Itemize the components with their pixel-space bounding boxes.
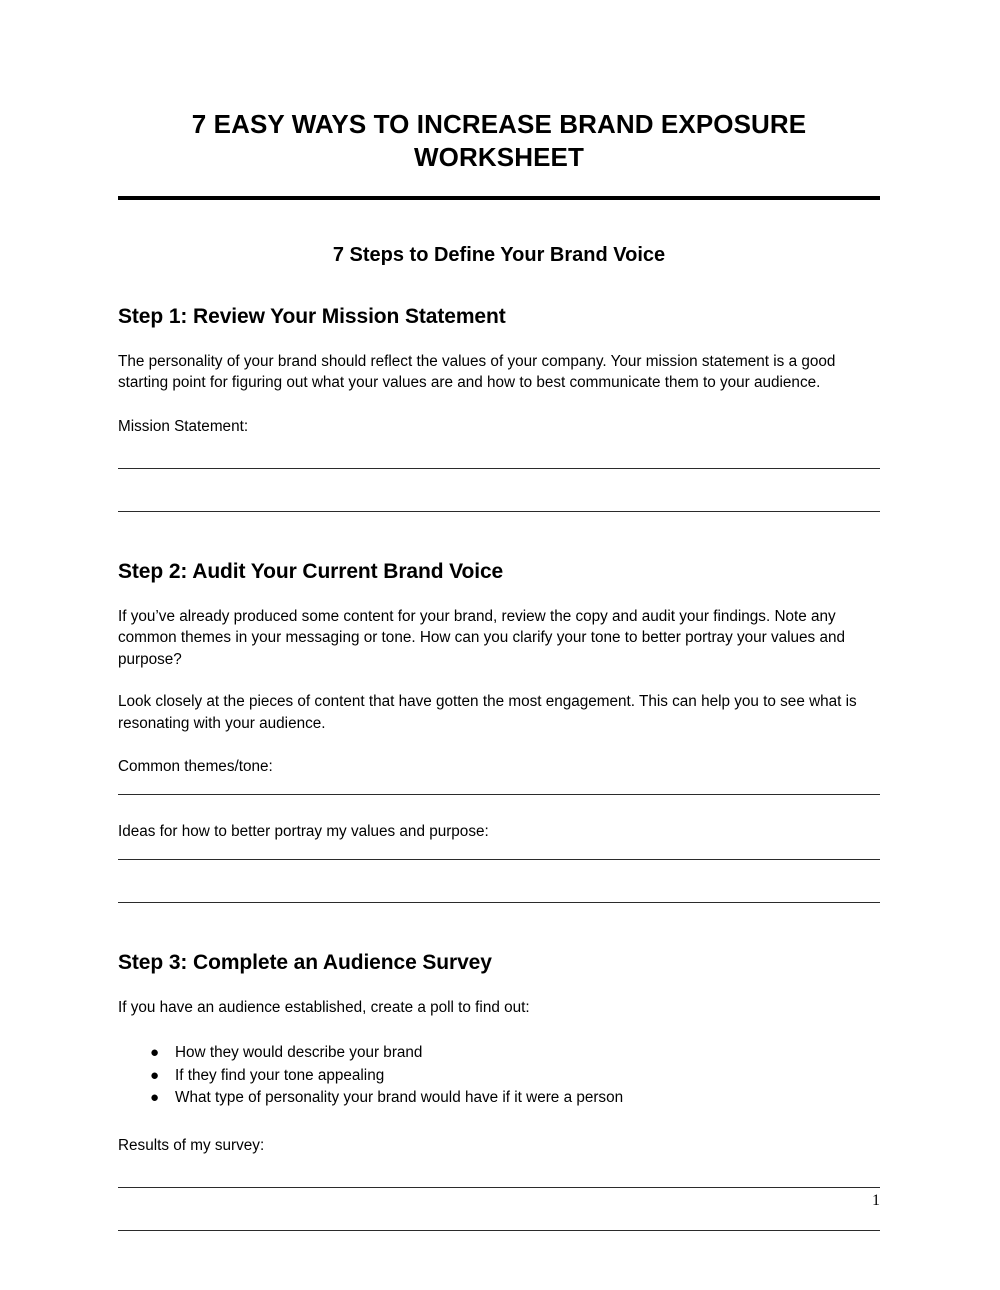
step-3-survey-question-list — [118, 1042, 880, 1109]
step-2-field-label-common-themes: Common themes/tone: — [118, 758, 273, 776]
bullet-icon: ● — [150, 1088, 160, 1106]
list-item-label: How they would describe your brand — [175, 1044, 423, 1062]
list-item-label: If they find your tone appealing — [175, 1066, 385, 1084]
list-item — [118, 1042, 880, 1064]
step-3-heading: Step 3: Complete an Audience Survey — [118, 950, 492, 974]
step-1-heading: Step 1: Review Your Mission Statement — [118, 304, 506, 328]
bullet-icon: ● — [150, 1066, 160, 1084]
step-1-paragraph-1: The personality of your brand should reflect the values of your company. Your mission statement is a good starting point for figuring out what your values are and how to best communicate them to your audience. — [118, 352, 836, 392]
step-1-field-label-mission-statement: Mission Statement: — [118, 417, 249, 435]
step-2-heading: Step 2: Audit Your Current Brand Voice — [118, 559, 504, 583]
step-3-paragraph-1: If you have an audience established, create a poll to find out: — [118, 998, 530, 1016]
document-subtitle: 7 Steps to Define Your Brand Voice — [332, 243, 666, 266]
page-number: 1 — [872, 1192, 880, 1209]
step-2-paragraph-2: Look closely at the pieces of content that have gotten the most engagement. This can help you to see what is resonating with your audience. — [118, 692, 857, 732]
list-item-label: What type of personality your brand would have if it were a person — [175, 1088, 624, 1106]
list-item — [118, 1087, 880, 1109]
step-2-field-label-ideas: Ideas for how to better portray my values and purpose: — [118, 823, 489, 840]
list-item — [118, 1065, 880, 1087]
document-title: 7 EASY WAYS TO INCREASE BRAND EXPOSURE WORKSHEET — [191, 109, 807, 173]
step-3-answer-line-2[interactable] — [118, 1230, 880, 1231]
step-3-field-label-results: Results of my survey: — [118, 1136, 265, 1154]
document-content — [118, 0, 880, 1231]
step-2-paragraph-1: If you’ve already produced some content for your brand, review the copy and audit your findings. Note any common themes in your messaging or tone. How can you clarify your tone to better portray your values and purpose? — [118, 607, 845, 669]
bullet-icon: ● — [150, 1044, 160, 1062]
